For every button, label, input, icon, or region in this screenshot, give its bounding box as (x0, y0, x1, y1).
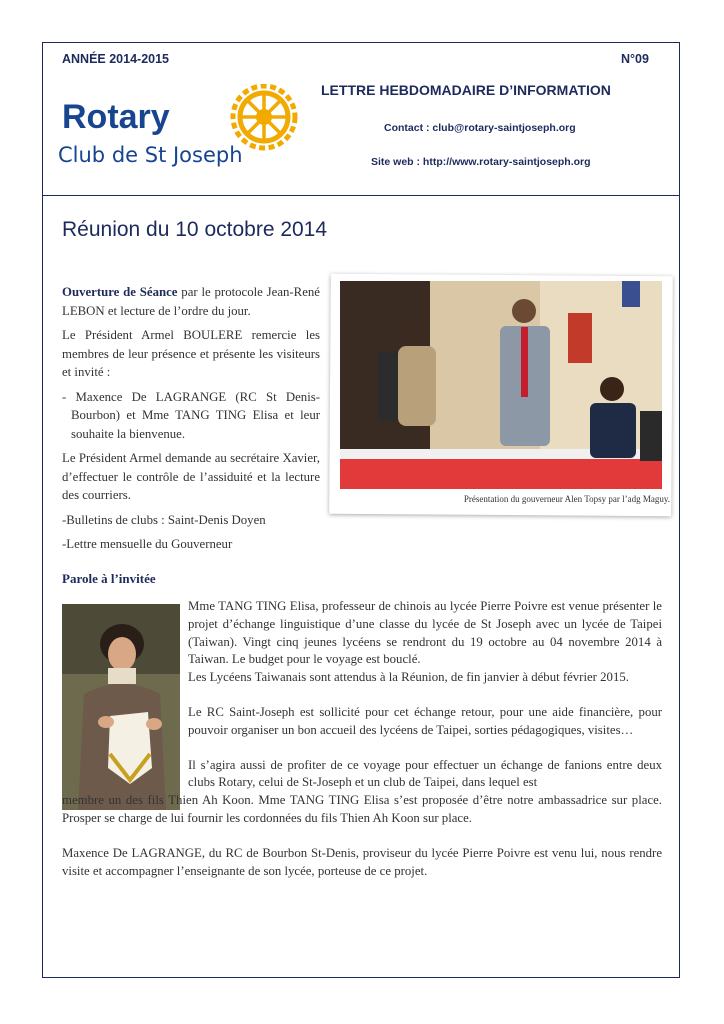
opening-text: par le protocole Jean-René LEBON et lecture de l’ordre du jour. (62, 285, 320, 318)
logo-club-name: Club de St Joseph (58, 143, 243, 167)
logo-wordmark: Rotary (62, 98, 170, 136)
opening-paragraph (62, 283, 320, 320)
guest-section-title: Parole à l’invitée (62, 571, 156, 586)
issue-number: N°09 (621, 52, 649, 66)
opening-label: Ouverture de Séance (62, 285, 178, 299)
president-paragraph: Le Président Armel BOULERE remercie les membres de leur présence et présente les visiteurs et invité : (62, 328, 320, 379)
guest-section-body (62, 598, 662, 897)
guest-paragraph-3 (62, 757, 662, 828)
guest-paragraph-3-start: Il s’agira aussi de profiter de ce voyage pour effectuer un échange de fanions entre deux clubs Rotary, celui de St-Joseph et un club de Taipei, dans lequel est (188, 757, 662, 790)
guest-paragraph-2: Le RC Saint-Joseph est sollicité pour cet échange retour, pour une aide financière, pour pouvoir organiser un bon accueil des lycéens de Taipei, sorties pédagogiques, visites… (188, 704, 662, 737)
guest-paragraph-4: Maxence De LAGRANGE, du RC de Bourbon St-Denis, proviseur du lycée Pierre Poivre est venu lui, nous rendre visite et accompagner l’enseignante de son lycée, porteuse de ce projet. (62, 845, 662, 878)
header-separator (42, 195, 680, 196)
newsletter-title: LETTRE HEBDOMADAIRE D’INFORMATION (321, 82, 611, 98)
issue-year: ANNÉE 2014-2015 (62, 52, 170, 66)
governor-letter-item: -Lettre mensuelle du Gouverneur (62, 537, 233, 551)
contact-email[interactable]: Contact : club@rotary-saintjoseph.org (384, 122, 576, 134)
rotary-logo (58, 84, 298, 170)
article-title: Réunion du 10 octobre 2014 (62, 218, 328, 241)
secretary-paragraph: Le Président Armel demande au secrétaire Xavier, d’effectuer le contrôle de l’assiduité et la lecture des courriers. (62, 451, 320, 502)
meeting-notes (62, 283, 320, 560)
guest-paragraph-1 (62, 598, 662, 687)
rotary-wheel-icon (233, 86, 295, 148)
meeting-photo (340, 281, 662, 489)
guest-paragraph-3-end: membre un des fils Thien Ah Koon. Mme TANG TING Elisa s’est proposée d’être notre ambassadrice sur place. Prosper se charge de lui fournir les cordonnées du fils Thien Ah Koon sur place. (62, 793, 662, 825)
website-link[interactable]: Site web : http://www.rotary-saintjoseph.org (371, 156, 591, 168)
guest-paragraph-1-main: Mme TANG TING Elisa, professeur de chinois au lycée Pierre Poivre est venue présenter le projet d’échange linguistique d’une classe du lycée de St Joseph avec un lycée de Taipei (Taiwan). Vingt cinq jeunes lycéens se rendront du 19 octobre au 04 novembre 2014 à Taiwan. Le budget pour le voyage est bouclé. (188, 599, 662, 667)
bulletins-item: -Bulletins de clubs : Saint-Denis Doyen (62, 512, 266, 527)
guests-paragraph: - Maxence De LAGRANGE (RC St Denis-Bourbon) et Mme TANG TING Elisa et leur souhaite la bienvenue. (62, 389, 320, 441)
photo-caption: Présentation du gouverneur Alen Topsy par l’adg Maguy. (463, 494, 670, 504)
guest-paragraph-1-followup: Les Lycéens Taiwanais sont attendus à la Réunion, de fin janvier à début février 2015. (188, 670, 629, 685)
